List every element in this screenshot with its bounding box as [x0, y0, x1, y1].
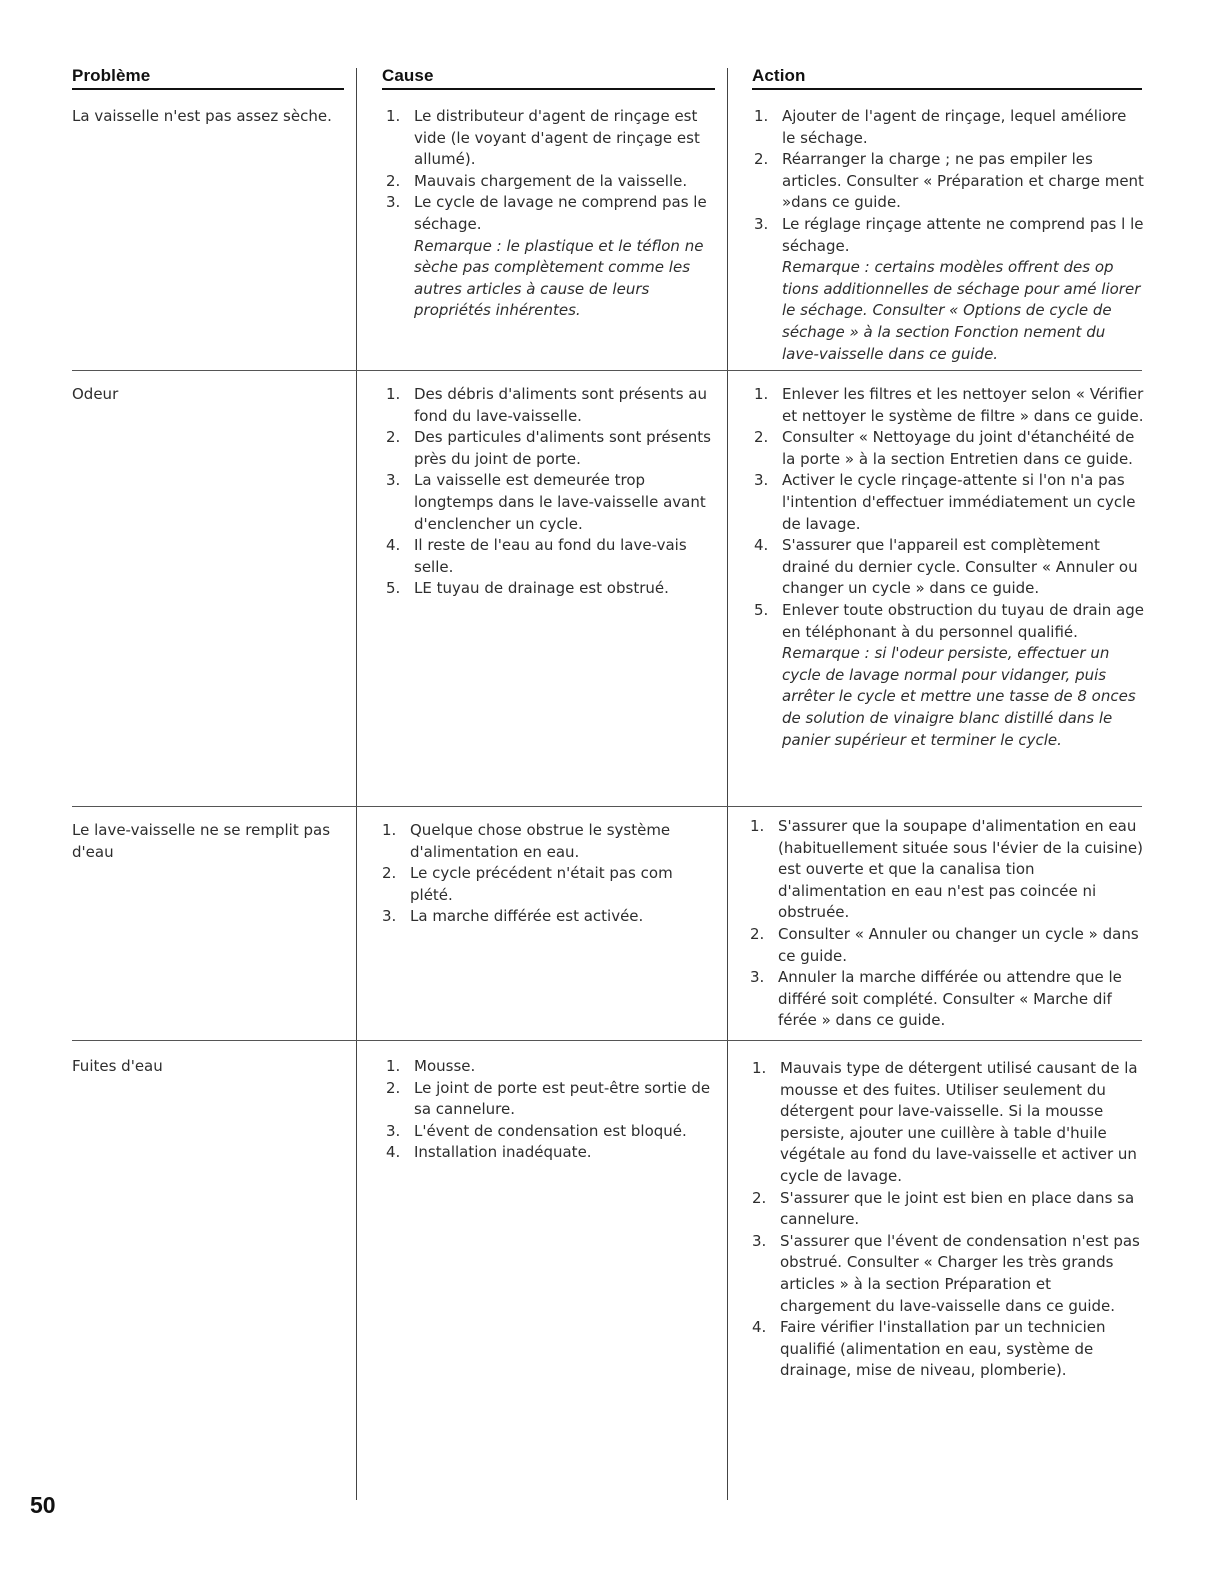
- page-number: 50: [30, 1492, 56, 1518]
- cause-cell: [386, 1056, 716, 1164]
- action-list: [754, 106, 1144, 365]
- list-item: 3. L'évent de condensation est bloqué.: [386, 1121, 687, 1140]
- cause-list: [386, 384, 716, 600]
- header-action: Action: [752, 66, 806, 85]
- list-item: 1. Mauvais type de détergent utilisé causant de la mousse et des fuites. Utiliser seulement du détergent pour lave-vaisselle. Si la mousse persiste, ajouter une cuillère à table d'huile végétale au fond du lave-vaisselle et activer un cycle de lavage.: [752, 1059, 1138, 1185]
- header-underline: [72, 88, 344, 90]
- problem-cell: La vaisselle n'est pas assez sèche.: [72, 107, 332, 125]
- list-item: 4. Faire vérifier l'installation par un technicien qualifié (alimentation en eau, système de drainage, mise de niveau, plomberie).: [752, 1318, 1106, 1380]
- list-item: 3. La marche différée est activée.: [382, 907, 644, 926]
- list-item: 2. Consulter « Annuler ou changer un cycle » dans ce guide.: [750, 924, 1139, 965]
- action-cell: [752, 1058, 1144, 1382]
- list-item: 2. Des particules d'aliments sont présents près du joint de porte.: [386, 428, 711, 468]
- action-list: [754, 384, 1144, 751]
- list-item: 4. S'assurer que l'appareil est complètement drainé du dernier cycle. Consulter « Annuler ou changer un cycle » dans ce guide.: [754, 536, 1138, 598]
- action-cell: [754, 106, 1144, 365]
- list-item: 2. Le joint de porte est peut-être sortie de sa cannelure.: [386, 1078, 711, 1119]
- list-item: 2. Consulter « Nettoyage du joint d'étanchéité de la porte » à la section Entretien dans ce guide.: [754, 428, 1135, 468]
- list-item: 5. Enlever toute obstruction du tuyau de drain age en téléphonant à du personnel qualifié. Remarque : si l'odeur persiste, effectuer un cycle de lavage normal pour vidanger, puis arrêter le cycle et mettre une tasse de 8 onces de solution de vinaigre blanc distillé dans le panier supérieur et terminer le cycle.: [754, 600, 1144, 751]
- header-underline: [382, 88, 715, 90]
- cause-list: [386, 1056, 716, 1164]
- list-item: 2. S'assurer que le joint est bien en place dans sa cannelure.: [752, 1188, 1135, 1229]
- list-item: 5. LE tuyau de drainage est obstrué.: [386, 579, 669, 598]
- row-separator: [72, 370, 1142, 371]
- cause-cell: [386, 106, 716, 322]
- problem-cell: Odeur: [72, 385, 119, 403]
- list-item: 2. Mauvais chargement de la vaisselle.: [386, 171, 688, 190]
- list-item: 2. Réarranger la charge ; ne pas empiler les articles. Consulter « Préparation et charge ment »dans ce guide.: [754, 150, 1144, 212]
- problem-cell: Le lave-vaisselle ne se remplit pas d'eau: [72, 821, 331, 861]
- cause-list: [382, 820, 716, 928]
- action-list: [752, 1058, 1144, 1382]
- header-probleme: Problème: [72, 66, 151, 85]
- list-item: 3. La vaisselle est demeurée trop longtemps dans le lave-vaisselle avant d'enclencher un cycle.: [386, 471, 706, 533]
- list-item: 3. Annuler la marche différée ou attendre que le différé soit complété. Consulter « Marche dif férée » dans ce guide.: [750, 968, 1122, 1030]
- list-item: 3. Le cycle de lavage ne comprend pas le séchage. Remarque : le plastique et le téflon ne sèche pas complètement comme les autres articles à cause de leurs propriétés inhérentes.: [386, 192, 716, 322]
- note-text: Remarque : le plastique et le téflon ne sèche pas complètement comme les autres articles à cause de leurs propriétés inhérentes.: [414, 236, 704, 320]
- cause-cell: [386, 384, 716, 600]
- problem-cell: Fuites d'eau: [72, 1057, 163, 1075]
- list-item: 1. S'assurer que la soupape d'alimentation en eau (habituellement située sous l'évier de la cuisine) est ouverte et que la canalisa tion d'alimentation en eau n'est pas coincée ni obstruée.: [750, 817, 1143, 922]
- note-text: Remarque : certains modèles offrent des op tions additionnelles de séchage pour amé liorer le séchage. Consulter « Options de cycle de séchage » à la section Fonction nement du lave-vaisselle dans ce guide.: [782, 258, 1141, 363]
- column-divider: [727, 68, 728, 1500]
- list-item: 1. Enlever les filtres et les nettoyer selon « Vérifier et nettoyer le système de filtre » dans ce guide.: [754, 385, 1144, 425]
- list-item: 1. Mousse.: [386, 1057, 476, 1075]
- column-divider: [356, 68, 357, 1500]
- list-item: 1. Ajouter de l'agent de rinçage, lequel améliore le séchage.: [754, 107, 1127, 147]
- action-list: [750, 816, 1144, 1032]
- cause-list: [386, 106, 716, 322]
- row-separator: [72, 806, 1142, 807]
- list-item: 2. Le cycle précédent n'était pas com plété.: [382, 864, 673, 904]
- note-text: Remarque : si l'odeur persiste, effectuer un cycle de lavage normal pour vidanger, puis arrêter le cycle et mettre une tasse de 8 onces de solution de vinaigre blanc distillé dans le panier supérieur et terminer le cycle.: [782, 644, 1136, 749]
- action-cell: [750, 816, 1144, 1032]
- list-item: 3. S'assurer que l'évent de condensation n'est pas obstrué. Consulter « Charger les très grands articles » à la section Préparation et chargement du lave-vaisselle dans ce guide.: [752, 1231, 1140, 1315]
- list-item: 3. Le réglage rinçage attente ne comprend pas l le séchage. Remarque : certains modèles offrent des op tions additionnelles de séchage pour amé liorer le séchage. Consulter « Options de cycle de séchage » à la section Fonction nement du lave-vaisselle dans ce guide.: [754, 214, 1144, 365]
- list-item: 4. Il reste de l'eau au fond du lave-vais selle.: [386, 536, 687, 576]
- list-item: 1. Le distributeur d'agent de rinçage est vide (le voyant d'agent de rinçage est allumé).: [386, 107, 700, 169]
- cause-cell: [382, 820, 716, 928]
- header-cause: Cause: [382, 66, 434, 85]
- header-underline: [752, 88, 1142, 90]
- list-item: 3. Activer le cycle rinçage-attente si l'on n'a pas l'intention d'effectuer immédiatement un cycle de lavage.: [754, 471, 1136, 533]
- row-separator: [72, 1040, 1142, 1041]
- list-item: 1. Quelque chose obstrue le système d'alimentation en eau.: [382, 821, 671, 861]
- list-item: 4. Installation inadéquate.: [386, 1143, 592, 1162]
- list-item: 1. Des débris d'aliments sont présents au fond du lave-vaisselle.: [386, 385, 707, 425]
- action-cell: [754, 384, 1144, 751]
